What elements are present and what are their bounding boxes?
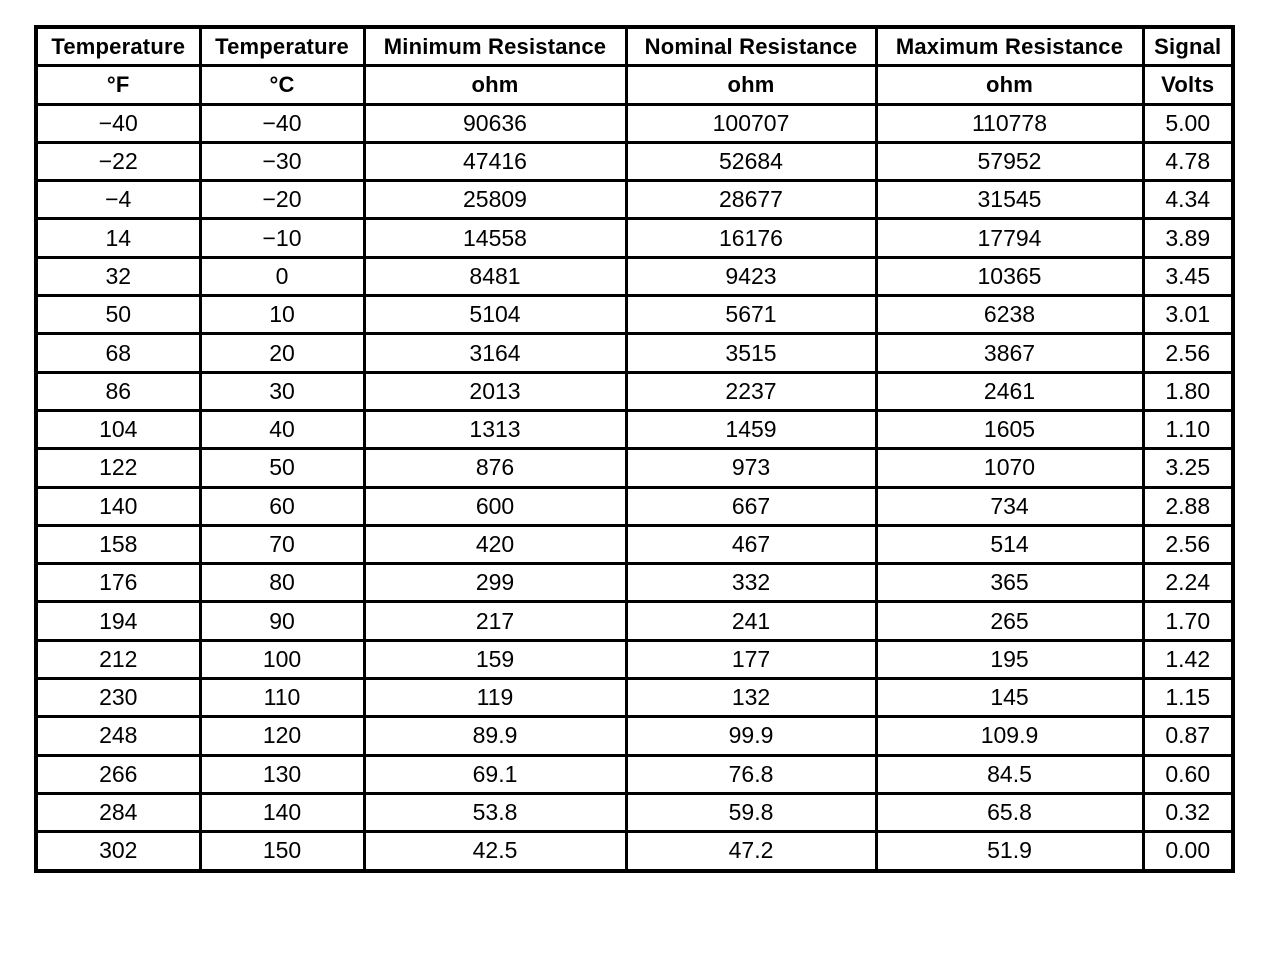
cell-min-resistance: 876 (364, 449, 626, 487)
cell-temperature-c: 40 (200, 410, 364, 448)
unit-cell-signal: Volts (1143, 66, 1233, 104)
table-row (36, 832, 1233, 871)
cell-signal: 2.56 (1143, 525, 1233, 563)
cell-nominal-resistance: 332 (626, 564, 876, 602)
cell-nominal-resistance: 59.8 (626, 793, 876, 831)
table-row (36, 793, 1233, 831)
cell-temperature-c: 0 (200, 257, 364, 295)
cell-temperature-f: 248 (36, 717, 200, 755)
table-row (36, 717, 1233, 755)
cell-temperature-f: 104 (36, 410, 200, 448)
table-row (36, 525, 1233, 563)
header-cell-max-resistance: Maximum Resistance (876, 27, 1143, 66)
cell-signal: 2.88 (1143, 487, 1233, 525)
cell-max-resistance: 10365 (876, 257, 1143, 295)
cell-nominal-resistance: 99.9 (626, 717, 876, 755)
table-row (36, 257, 1233, 295)
header-row (36, 27, 1233, 66)
cell-nominal-resistance: 9423 (626, 257, 876, 295)
cell-temperature-f: 32 (36, 257, 200, 295)
cell-max-resistance: 265 (876, 602, 1143, 640)
cell-max-resistance: 57952 (876, 142, 1143, 180)
cell-max-resistance: 2461 (876, 372, 1143, 410)
cell-max-resistance: 734 (876, 487, 1143, 525)
cell-max-resistance: 65.8 (876, 793, 1143, 831)
cell-temperature-c: 140 (200, 793, 364, 831)
cell-temperature-f: −40 (36, 104, 200, 142)
cell-min-resistance: 119 (364, 679, 626, 717)
cell-min-resistance: 90636 (364, 104, 626, 142)
cell-signal: 1.70 (1143, 602, 1233, 640)
cell-max-resistance: 6238 (876, 296, 1143, 334)
cell-temperature-f: 122 (36, 449, 200, 487)
cell-signal: 3.45 (1143, 257, 1233, 295)
cell-min-resistance: 159 (364, 640, 626, 678)
table-row (36, 142, 1233, 180)
cell-min-resistance: 420 (364, 525, 626, 563)
cell-min-resistance: 53.8 (364, 793, 626, 831)
cell-min-resistance: 47416 (364, 142, 626, 180)
cell-min-resistance: 5104 (364, 296, 626, 334)
cell-max-resistance: 84.5 (876, 755, 1143, 793)
cell-temperature-c: 110 (200, 679, 364, 717)
cell-signal: 3.01 (1143, 296, 1233, 334)
cell-min-resistance: 8481 (364, 257, 626, 295)
cell-min-resistance: 1313 (364, 410, 626, 448)
cell-temperature-f: 158 (36, 525, 200, 563)
cell-min-resistance: 14558 (364, 219, 626, 257)
cell-max-resistance: 31545 (876, 181, 1143, 219)
cell-temperature-c: 80 (200, 564, 364, 602)
cell-signal: 2.24 (1143, 564, 1233, 602)
unit-cell-temperature-c: °C (200, 66, 364, 104)
cell-nominal-resistance: 47.2 (626, 832, 876, 871)
cell-temperature-c: 120 (200, 717, 364, 755)
cell-nominal-resistance: 667 (626, 487, 876, 525)
cell-temperature-c: 150 (200, 832, 364, 871)
cell-min-resistance: 69.1 (364, 755, 626, 793)
cell-signal: 0.87 (1143, 717, 1233, 755)
header-cell-nominal-resistance: Nominal Resistance (626, 27, 876, 66)
cell-max-resistance: 51.9 (876, 832, 1143, 871)
resistance-table (34, 25, 1235, 873)
cell-min-resistance: 42.5 (364, 832, 626, 871)
cell-nominal-resistance: 76.8 (626, 755, 876, 793)
cell-max-resistance: 1070 (876, 449, 1143, 487)
cell-nominal-resistance: 973 (626, 449, 876, 487)
header-cell-temperature-c: Temperature (200, 27, 364, 66)
cell-nominal-resistance: 241 (626, 602, 876, 640)
header-cell-signal: Signal (1143, 27, 1233, 66)
cell-temperature-f: 194 (36, 602, 200, 640)
cell-signal: 1.10 (1143, 410, 1233, 448)
cell-signal: 3.25 (1143, 449, 1233, 487)
header-cell-temperature-f: Temperature (36, 27, 200, 66)
cell-temperature-f: 68 (36, 334, 200, 372)
cell-signal: 1.15 (1143, 679, 1233, 717)
cell-temperature-c: 60 (200, 487, 364, 525)
cell-nominal-resistance: 177 (626, 640, 876, 678)
cell-min-resistance: 299 (364, 564, 626, 602)
table-row (36, 372, 1233, 410)
cell-temperature-c: 90 (200, 602, 364, 640)
cell-signal: 4.78 (1143, 142, 1233, 180)
cell-temperature-f: 176 (36, 564, 200, 602)
cell-temperature-c: −20 (200, 181, 364, 219)
cell-temperature-f: −22 (36, 142, 200, 180)
table-row (36, 219, 1233, 257)
table-row (36, 564, 1233, 602)
cell-temperature-c: 30 (200, 372, 364, 410)
table-row (36, 679, 1233, 717)
cell-nominal-resistance: 3515 (626, 334, 876, 372)
cell-max-resistance: 109.9 (876, 717, 1143, 755)
cell-nominal-resistance: 1459 (626, 410, 876, 448)
cell-temperature-f: 140 (36, 487, 200, 525)
unit-cell-min-resistance: ohm (364, 66, 626, 104)
cell-max-resistance: 195 (876, 640, 1143, 678)
cell-temperature-c: 20 (200, 334, 364, 372)
cell-nominal-resistance: 2237 (626, 372, 876, 410)
cell-min-resistance: 600 (364, 487, 626, 525)
cell-temperature-c: 130 (200, 755, 364, 793)
table-row (36, 449, 1233, 487)
cell-max-resistance: 110778 (876, 104, 1143, 142)
cell-temperature-f: 284 (36, 793, 200, 831)
table-row (36, 410, 1233, 448)
cell-min-resistance: 3164 (364, 334, 626, 372)
cell-temperature-f: 50 (36, 296, 200, 334)
unit-cell-nominal-resistance: ohm (626, 66, 876, 104)
cell-nominal-resistance: 132 (626, 679, 876, 717)
cell-temperature-f: 230 (36, 679, 200, 717)
cell-signal: 5.00 (1143, 104, 1233, 142)
cell-temperature-f: −4 (36, 181, 200, 219)
cell-temperature-c: −40 (200, 104, 364, 142)
cell-min-resistance: 25809 (364, 181, 626, 219)
cell-temperature-c: 70 (200, 525, 364, 563)
table-row (36, 602, 1233, 640)
cell-nominal-resistance: 52684 (626, 142, 876, 180)
cell-temperature-f: 302 (36, 832, 200, 871)
table-row (36, 640, 1233, 678)
cell-signal: 2.56 (1143, 334, 1233, 372)
cell-max-resistance: 1605 (876, 410, 1143, 448)
cell-nominal-resistance: 16176 (626, 219, 876, 257)
cell-signal: 1.42 (1143, 640, 1233, 678)
cell-signal: 0.32 (1143, 793, 1233, 831)
cell-temperature-f: 86 (36, 372, 200, 410)
cell-max-resistance: 145 (876, 679, 1143, 717)
table-row (36, 334, 1233, 372)
cell-nominal-resistance: 100707 (626, 104, 876, 142)
cell-max-resistance: 514 (876, 525, 1143, 563)
cell-temperature-c: 50 (200, 449, 364, 487)
table-row (36, 755, 1233, 793)
units-row (36, 66, 1233, 104)
cell-min-resistance: 2013 (364, 372, 626, 410)
cell-temperature-c: 100 (200, 640, 364, 678)
cell-temperature-f: 14 (36, 219, 200, 257)
cell-nominal-resistance: 467 (626, 525, 876, 563)
table-row (36, 104, 1233, 142)
cell-min-resistance: 217 (364, 602, 626, 640)
cell-signal: 4.34 (1143, 181, 1233, 219)
unit-cell-max-resistance: ohm (876, 66, 1143, 104)
cell-temperature-c: −30 (200, 142, 364, 180)
cell-nominal-resistance: 28677 (626, 181, 876, 219)
header-cell-min-resistance: Minimum Resistance (364, 27, 626, 66)
cell-signal: 0.60 (1143, 755, 1233, 793)
cell-temperature-f: 266 (36, 755, 200, 793)
cell-max-resistance: 3867 (876, 334, 1143, 372)
unit-cell-temperature-f: °F (36, 66, 200, 104)
cell-max-resistance: 17794 (876, 219, 1143, 257)
table-row (36, 181, 1233, 219)
table-row (36, 296, 1233, 334)
cell-max-resistance: 365 (876, 564, 1143, 602)
cell-temperature-c: −10 (200, 219, 364, 257)
table-row (36, 487, 1233, 525)
cell-temperature-f: 212 (36, 640, 200, 678)
cell-signal: 0.00 (1143, 832, 1233, 871)
cell-min-resistance: 89.9 (364, 717, 626, 755)
cell-signal: 3.89 (1143, 219, 1233, 257)
cell-nominal-resistance: 5671 (626, 296, 876, 334)
table-body (36, 27, 1233, 871)
cell-temperature-c: 10 (200, 296, 364, 334)
cell-signal: 1.80 (1143, 372, 1233, 410)
